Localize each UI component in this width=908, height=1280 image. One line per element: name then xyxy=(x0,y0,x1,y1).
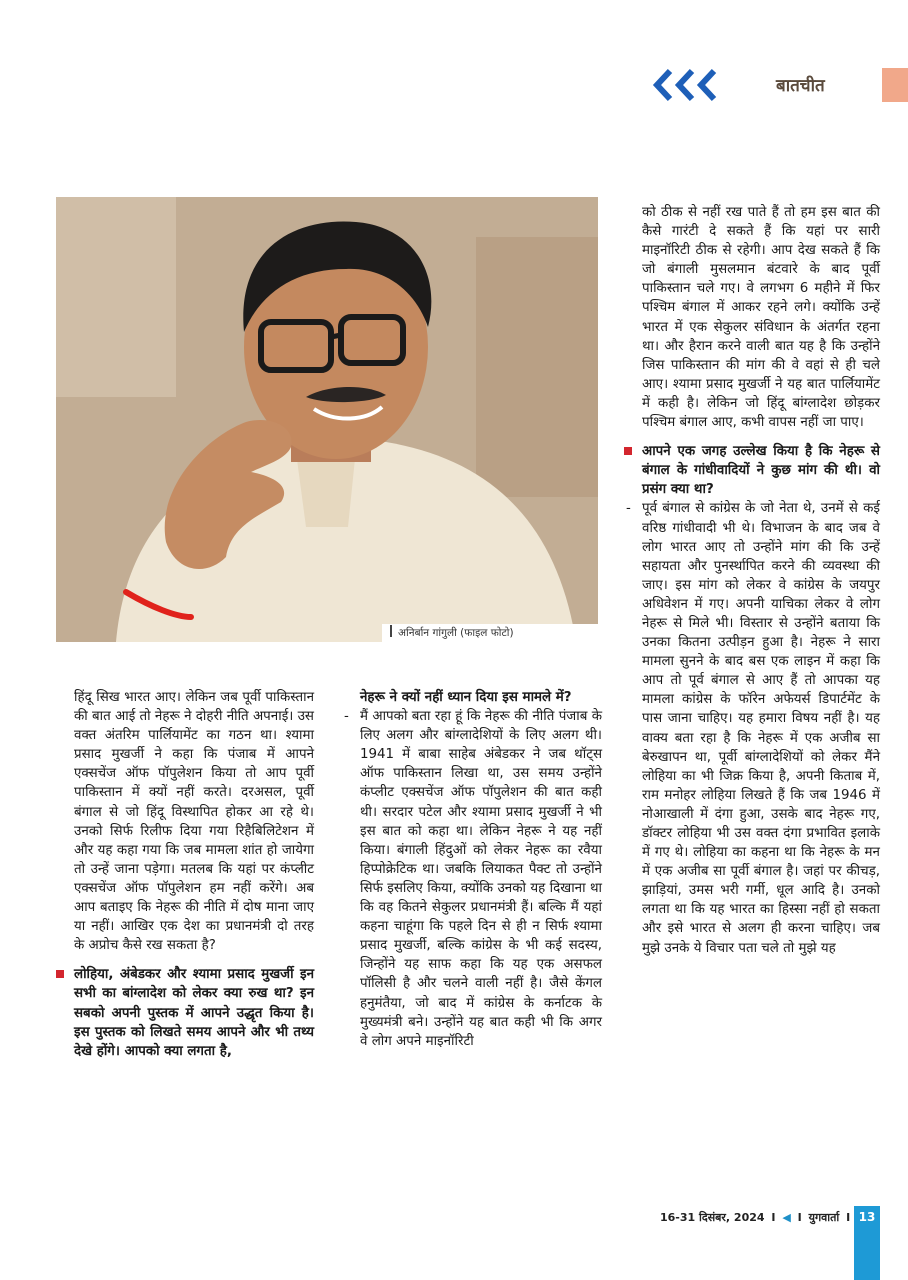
separator: I xyxy=(797,1211,802,1224)
separator: I xyxy=(771,1211,776,1224)
page-footer xyxy=(660,1210,853,1225)
interview-question xyxy=(642,442,880,499)
issue-date: 16-31 दिसंबर, 2024 xyxy=(660,1211,765,1224)
answer-dash: - xyxy=(626,501,631,517)
photo-caption xyxy=(382,624,598,642)
question-text: आपने एक जगह उल्लेख किया है कि नेहरू से बंगाल के गांधीवादियों ने कुछ मांग की थी। वो प्रसंग क्या था? xyxy=(642,444,880,498)
magazine-name: युगवार्ता xyxy=(808,1211,840,1224)
article-column-3 xyxy=(626,203,880,958)
article-column-2 xyxy=(344,688,602,1051)
page-number: 13 xyxy=(854,1206,880,1228)
paragraph: को ठीक से नहीं रख पाते हैं तो हम इस बात की कैसे गारंटी दे सकते हैं कि यहां पर सारी माइनॉरिटी ठीक से रहेगी। आप देख सकते हैं कि जो बंगाली मुसलमान बंटवारे के बाद पूर्वी पाकिस्तान चले गए। वे लगभग 6 महीने में फिर पश्चिम बंगाल में आकर रहने लगे। क्योंकि उन्हें भारत में एक सेकुलर संविधान के अंतर्गत रहना था। और हैरान करने वाली बात यह है कि उन्होंने जिस पाकिस्तान की मांग की वे वहां से ही चले आए। श्यामा प्रसाद मुखर्जी ने यह बात पार्लियामेंट में कही है। लेकिन जो हिंदू बांग्लादेश छोड़कर पश्चिम बंगाल आए, कभी वापस नहीं जा पाए। xyxy=(642,205,880,431)
interview-answer xyxy=(344,707,602,1051)
chevron-left-icon xyxy=(652,68,724,102)
answer-text: पूर्व बंगाल से कांग्रेस के जो नेता थे, उनमें से कई वरिष्ठ गांधीवादी भी थे। विभाजन के बाद जब वे लोग भारत आए तो उन्होंने मांग की कि उन्हें सहायता और पुनर्स्थापित करने की व्यवस्था की जाए। इस मांग को लेकर वे कांग्रेस के जयपुर अधिवेशन में गए। अपनी याचिका लेकर वे लोग नेहरू से मिले भी। विस्तार से उन्होंने बताया कि उनका कितना उत्पीड़न हुआ है। नेहरू ने सारा मामला सुनने के बाद बस एक लाइन में कहा कि आप तो पूर्व बंगाल से आए हैं तो आपका यह मामला कांग्रेस के फॉरेन अफेयर्स डिपार्टमेंट के पास जाना चाहिए। यह हमारा विषय नहीं है। यह वाक्य बता रहा है कि नेहरू में एक अजीब सा बेरुखापन था, पूर्वी बांग्लादेशियों को लेकर मैंने लोहिया का भी जिक्र किया है, अपनी किताब में, राम मनोहर लोहिया लिखते हैं कि जब 1946 में नोआखाली में दंगा हुआ, उसके बाद नेहरू गए, डॉक्टर लोहिया भी उस वक्त दंगा प्रभावित इलाके में गए थे। लोहिया का कहना था कि नेहरू के मन में एक अजीब सा पूर्वी बंगाल है। जहां पर कीचड़, झाड़ियां, उमस भरी गर्मी, धूल आदि है। उनको लगता था कि यह भारत का हिस्सा नहीं हो सकता और इसे भारत से अलग ही करना चाहिए। जब मुझे उनके ये विचार पता चले तो मुझे यह xyxy=(642,501,880,956)
interview-question-continued xyxy=(360,688,602,707)
separator: I xyxy=(846,1211,851,1224)
arrow-left-icon: ◀ xyxy=(782,1211,791,1224)
article-column-1 xyxy=(74,688,314,1061)
photo-caption-text: अनिर्बान गांगुली (फाइल फोटो) xyxy=(398,627,514,639)
question-text: लोहिया, अंबेडकर और श्यामा प्रसाद मुखर्जी इन सभी का बांग्लादेश को लेकर क्या रुख था? इन सबको अपनी पुस्तक में आपने उद्धृत किया है। इस पुस्तक को लिखते समय आपने और भी तथ्य देखे होंगे। आपको क्या लगता है, xyxy=(74,967,314,1059)
portrait-photo xyxy=(56,197,598,642)
question-marker-icon xyxy=(624,447,632,455)
section-label: बातचीत xyxy=(776,76,825,96)
answer-text: मैं आपको बता रहा हूं कि नेहरू की नीति पंजाब के लिए अलग और बांग्लादेशियों के लिए अलग थी। 1941 में बाबा साहेब अंबेडकर ने जब थॉट्स ऑफ पाकिस्तान लिखा था, उस समय उन्होंने कंप्लीट एक्सचेंज ऑफ पॉपुलेशन की बात कही थी। सरदार पटेल और श्यामा प्रसाद मुखर्जी ने भी इस बात को कहा था। लेकिन नेहरू ने यह नहीं किया। बंगाली हिंदुओं को लेकर नेहरू का रवैया हिप्पोक्रेटिक था। जबकि लियाकत पैक्ट तो उन्होंने सिर्फ इसलिए किया, क्योंकि उनको यह दिखाना था कि वह कितने सेकुलर प्रधानमंत्री हैं। बल्कि मैं यहां कहना चाहूंगा कि पहले दिन से ही न सिर्फ श्यामा प्रसाद मुखर्जी, बल्कि कांग्रेस के भी कई सदस्य, जिन्होंने यह साफ कहा कि यह एक असफल पॉलिसी है और चलने वाली नहीं है। जैसे केंगल हनुमंतैया, जो बाद में कांग्रेस के कर्नाटक के मुख्यमंत्री बने। उन्होंने यह बात कही भी कि अगर वे लोग अपने माइनॉरिटी xyxy=(360,709,602,1049)
page-edge-strip xyxy=(854,1228,880,1280)
caption-bar xyxy=(390,625,392,637)
interview-question xyxy=(74,965,314,1060)
question-marker-icon xyxy=(56,970,64,978)
paragraph: हिंदू सिख भारत आए। लेकिन जब पूर्वी पाकिस्तान की बात आई तो नेहरू ने दोहरी नीति अपनाई। उस वक्त अंतरिम पार्लियामेंट का गठन था। श्यामा प्रसाद मुखर्जी ने कहा कि पंजाब में आपने एक्सचेंज ऑफ पॉपुलेशन किया तो आप पूर्वी पाकिस्तान में क्यों नहीं करते। दरअसल, पूर्वी बंगाल से जो हिंदू विस्थापित होकर आ रहे थे। उनको सिर्फ रिलीफ दिया गया रिहैबिलिटेशन में और यह कहा गया कि जब मामला शांत हो जायेगा तो उन्हें जाना पड़ेगा। मतलब कि यहां पर कंप्लीट एक्सचेंज ऑफ पॉपुलेशन हम नहीं करेंगे। अब आप बताइए कि नेहरू की नीति में दोष माना जाए या नहीं। आखिर एक देश का प्रधानमंत्री दो तरह के अप्रोच कैसे रख सकता है? xyxy=(74,690,314,954)
section-tab xyxy=(882,68,908,102)
answer-dash: - xyxy=(344,709,349,725)
interview-answer xyxy=(626,499,880,957)
question-text: नेहरू ने क्यों नहीं ध्यान दिया इस मामले में? xyxy=(360,690,572,705)
